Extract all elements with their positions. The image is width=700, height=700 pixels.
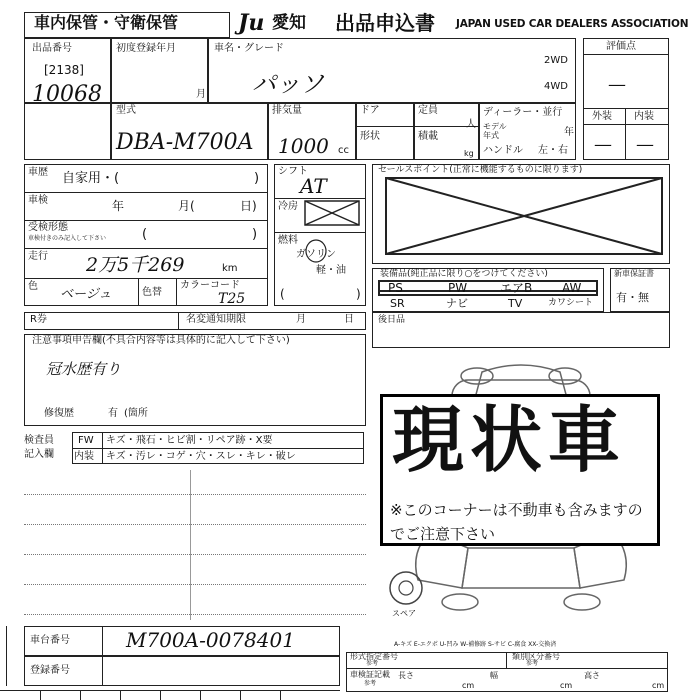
- notes-box: [24, 334, 366, 426]
- reg-number-label: 登録番号: [30, 665, 70, 676]
- registration-month: 月: [196, 89, 206, 100]
- model-year-label: モデル: [483, 122, 507, 131]
- equip-sr: SR: [390, 297, 405, 310]
- shift-label: シフト: [278, 166, 308, 177]
- reg-number-box: [24, 656, 340, 686]
- inspector-fw: FW: [78, 435, 94, 446]
- mileage-value: 2万5千269: [86, 254, 185, 276]
- after-date-label: 後日品: [378, 315, 406, 325]
- sales-point-crossed-box: [384, 176, 664, 256]
- inspector-label-1: 検査員: [24, 435, 54, 446]
- fuel-light-oil: 軽・油: [316, 265, 346, 276]
- equip-airbag: エアB: [500, 281, 533, 295]
- shift-value: AT: [300, 174, 327, 198]
- lot-code: [2138]: [44, 63, 84, 77]
- damage-legend: A-キズ E-エクボ U-凹み W-補修跡 S-サビ C-腐食 XX-交換済: [394, 641, 557, 648]
- lot-label: 出品番号: [32, 43, 72, 54]
- repair-places: (箇所: [124, 408, 148, 419]
- transfer-open: (: [142, 227, 148, 242]
- sales-point-label: セールスポイント(正常に機能するものに限ります): [378, 165, 583, 175]
- color-code-label: カラーコード: [180, 280, 240, 291]
- name-change-label: 名変通知期限: [186, 314, 246, 325]
- logo-mark: Ju: [238, 10, 265, 36]
- fuel-label: 燃料: [278, 235, 298, 246]
- equip-pw: PW: [448, 281, 468, 295]
- chassis-value: M700A-0078401: [126, 628, 295, 652]
- inspector-label-2: 記入欄: [24, 449, 54, 460]
- notes-text: 冠水歴有り: [46, 360, 122, 378]
- load-label: 積載: [418, 131, 438, 142]
- equip-ps: PS: [388, 281, 403, 295]
- handle-label: ハンドル: [483, 145, 523, 156]
- type-spec-label: 形式指定番号: [350, 652, 398, 661]
- inspector-interior: 内装: [74, 451, 94, 462]
- displacement-value: 1000: [278, 134, 329, 158]
- usage-close: ): [254, 171, 260, 186]
- inspector-fw-items: キズ・飛石・ヒビ割・リペア跡・X要: [106, 435, 273, 446]
- lot-number: 10068: [32, 82, 102, 107]
- inspection-month: 月(: [178, 199, 195, 213]
- dims-height-unit: cm: [652, 681, 665, 690]
- transfer-label: 受検形態: [28, 222, 68, 233]
- interior-value: —: [636, 134, 654, 155]
- stamp-title: 現状車: [392, 398, 627, 482]
- model-label: 型式: [116, 105, 136, 116]
- recycle-options: 有・無: [616, 291, 649, 304]
- door-label: ドア: [360, 105, 380, 116]
- aircon-label: 冷房: [278, 201, 298, 212]
- aircon-crossed-box: [304, 200, 360, 226]
- door-shape-label: 形状: [360, 131, 380, 142]
- exterior-label: 外装: [592, 111, 612, 122]
- dims-ref: 参考: [364, 680, 377, 687]
- color-code-value: T25: [218, 291, 246, 307]
- fuel-open: (: [280, 287, 285, 301]
- usage-value: 自家用・(: [62, 171, 120, 186]
- fuel-gasoline: ガソリン: [296, 249, 336, 260]
- interior-label: 内装: [634, 111, 654, 122]
- displacement-label: 排気量: [272, 105, 302, 116]
- transfer-sub: 車検付きのみ記入して下さい: [28, 235, 107, 242]
- grade-label: 評価点: [606, 41, 636, 52]
- registration-label: 初度登録年月: [116, 43, 176, 54]
- color-value: ベージュ: [60, 287, 112, 302]
- capacity-unit: 人: [466, 119, 476, 130]
- mileage-label: 走行: [28, 251, 48, 262]
- exterior-value: —: [594, 134, 612, 155]
- year-unit: 年: [564, 127, 574, 138]
- displacement-unit: cc: [338, 145, 349, 156]
- drive-2wd: 2WD: [544, 55, 568, 66]
- color-change-label: 色替: [142, 287, 162, 298]
- repair-label: 修復歴: [44, 408, 74, 419]
- load-unit: kg: [464, 149, 474, 158]
- class-ref: 参考: [526, 660, 539, 667]
- car-name-label: 車名・グレード: [214, 43, 284, 54]
- color-label: 色: [28, 281, 38, 292]
- tax-day: 日: [344, 314, 354, 325]
- capacity-label: 定員: [418, 105, 438, 116]
- dims-width: 幅: [490, 671, 498, 680]
- spare-label: スペア: [392, 609, 416, 618]
- notes-label: 注意事項申告欄(不具合内容等は具体的に記入して下さい): [32, 335, 290, 346]
- inspection-year: 年: [112, 199, 125, 213]
- dealer-label: ディーラー・並行: [483, 107, 563, 118]
- tax-month: 月: [296, 314, 306, 325]
- association-name: JAPAN USED CAR DEALERS ASSOCIATION: [456, 18, 689, 30]
- inspection-label: 車検: [28, 195, 48, 206]
- logo-text: 愛知: [272, 13, 306, 33]
- repair-value: 有: [108, 408, 118, 419]
- inspection-day: 日): [240, 199, 257, 213]
- dims-height: 高さ: [584, 671, 600, 680]
- recycle-label: 新車保証書: [614, 269, 654, 278]
- dims-width-unit: cm: [560, 681, 573, 690]
- car-name: パッソ: [252, 70, 324, 98]
- dims-length: 長さ: [398, 671, 414, 680]
- chassis-label: 車台番号: [30, 635, 70, 646]
- model-value: DBA-M700A: [116, 130, 254, 155]
- mileage-unit: km: [222, 263, 238, 274]
- type-spec-ref: 参考: [366, 660, 379, 667]
- fuel-close: ): [356, 287, 361, 301]
- inspector-interior-items: キズ・汚レ・コゲ・穴・スレ・キレ・破レ: [106, 451, 296, 462]
- storage-title: 車内保管・守衛保管: [34, 13, 179, 32]
- handle-options: 左・右: [538, 145, 568, 156]
- equip-seat: カワシート: [548, 298, 594, 308]
- usage-label: 車歴: [28, 167, 48, 178]
- drive-4wd: 4WD: [544, 81, 568, 92]
- after-date-box: [372, 312, 670, 348]
- stamp-note: ※このコーナーは不動車も含みますのでご注意下さい: [390, 501, 643, 543]
- equip-navi: ナビ: [446, 297, 468, 310]
- tax-label: R券: [30, 314, 47, 325]
- dims-label: 車検証記載: [350, 670, 390, 679]
- equip-aw: AW: [562, 281, 582, 295]
- grade-value: —: [608, 74, 626, 95]
- transfer-close: ): [252, 227, 258, 242]
- dims-length-unit: cm: [462, 681, 475, 690]
- form-title: 出品申込書: [335, 11, 435, 35]
- year-label: 年式: [483, 131, 499, 140]
- equip-tv: TV: [508, 297, 523, 310]
- equipment-label: 装備品(純正品に限り○をつけてください): [380, 269, 548, 279]
- class-label: 類別区分番号: [512, 652, 560, 661]
